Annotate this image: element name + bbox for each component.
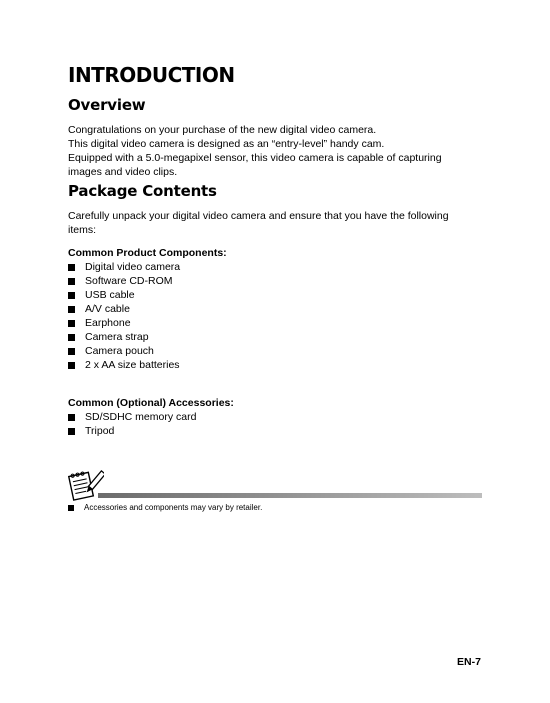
list-item-label: Camera pouch [85, 345, 154, 357]
list-item-label: 2 x AA size batteries [85, 359, 180, 371]
square-bullet-icon [68, 334, 75, 341]
package-intro-paragraph [68, 209, 482, 237]
list-item-label: Software CD-ROM [85, 275, 173, 287]
list-item-label: Camera strap [85, 331, 149, 343]
overview-paragraph [68, 123, 482, 179]
square-bullet-icon [68, 428, 75, 435]
list-item [68, 424, 196, 438]
square-bullet-icon [68, 505, 74, 511]
optional-accessories-list [68, 410, 196, 438]
overview-line: images and video clips. [68, 166, 178, 178]
package-intro-line: Carefully unpack your digital video camera and ensure that you have the following [68, 210, 449, 222]
optional-accessories-title: Common (Optional) Accessories: [68, 397, 234, 409]
list-item-label: Tripod [85, 425, 115, 437]
note-divider [98, 493, 482, 498]
common-components-list [68, 260, 180, 372]
list-item [68, 358, 180, 372]
package-contents-heading: Package Contents [68, 182, 217, 200]
list-item-label: Earphone [85, 317, 131, 329]
list-item [68, 260, 180, 274]
page-title: INTRODUCTION [68, 63, 235, 87]
square-bullet-icon [68, 320, 75, 327]
list-item-label: SD/SDHC memory card [85, 411, 197, 423]
square-bullet-icon [68, 362, 75, 369]
square-bullet-icon [68, 306, 75, 313]
list-item [68, 316, 180, 330]
square-bullet-icon [68, 278, 75, 285]
page-number: EN-7 [457, 656, 481, 668]
list-item-label: A/V cable [85, 303, 130, 315]
square-bullet-icon [68, 414, 75, 421]
list-item-label: USB cable [85, 289, 135, 301]
overview-line: This digital video camera is designed as an “entry-level” handy cam. [68, 138, 385, 150]
list-item [68, 274, 180, 288]
square-bullet-icon [68, 264, 75, 271]
list-item-label: Digital video camera [85, 261, 181, 273]
note-text [68, 502, 262, 514]
overview-line: Equipped with a 5.0-megapixel sensor, this video camera is capable of capturing [68, 152, 442, 164]
overview-heading: Overview [68, 96, 146, 114]
common-components-title: Common Product Components: [68, 247, 227, 259]
list-item [68, 288, 180, 302]
square-bullet-icon [68, 292, 75, 299]
list-item [68, 330, 180, 344]
note-label: Accessories and components may vary by retailer. [84, 503, 263, 512]
list-item [68, 344, 180, 358]
package-intro-line: items: [68, 224, 97, 236]
square-bullet-icon [68, 348, 75, 355]
overview-line: Congratulations on your purchase of the new digital video camera. [68, 124, 377, 136]
list-item [68, 410, 196, 424]
list-item [68, 302, 180, 316]
